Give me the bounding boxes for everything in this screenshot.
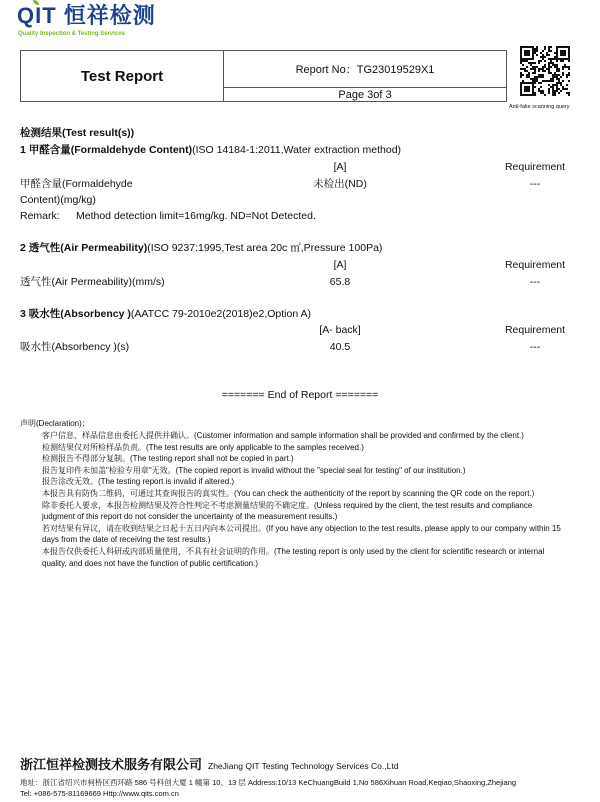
row-label: 吸水性(Absorbency )(s) (20, 341, 130, 353)
remark-label: Remark: (20, 210, 60, 222)
qr-code-icon[interactable] (520, 45, 570, 97)
section-title-bold: 2 透气性(Air Permeability) (20, 242, 148, 254)
declaration-title: 声明(Declaration)： (20, 419, 90, 428)
declaration-item: 检测报告不得部分复制。(The testing report shall not be copied in part.) (42, 454, 294, 464)
remark-text: Method detection limit=16mg/kg. ND=Not Detected. (76, 210, 316, 222)
qr-caption: Anti-fake scanning query (509, 104, 570, 110)
report-title: Test Report (21, 51, 224, 101)
column-header: [A- back] (319, 324, 361, 336)
results-heading: 检测结果(Test result(s)) (20, 127, 135, 139)
declaration-item: 报告涂改无效。(The testing report is invalid if altered.) (42, 477, 235, 487)
declaration-item: 检测结果仅对所检样品负责。(The test results are only applicable to the samples received.) (42, 442, 364, 452)
requirement-header: Requirement (504, 259, 566, 271)
footer-contact (20, 777, 516, 799)
section-title-bold: 3 吸水性(Absorbency ) (20, 308, 131, 320)
declaration-item: quality, and does not have the function of public certification.) (42, 558, 258, 568)
result-value: 65.8 (329, 276, 351, 288)
result-value: 未检出(ND) (313, 178, 367, 190)
requirement-header: Requirement (504, 324, 566, 336)
logo-tagline: Quality Inspection & Testing Services (18, 31, 125, 37)
page-number: Page 3of 3 (338, 88, 392, 101)
requirement-value: --- (529, 341, 541, 353)
declaration-list (42, 430, 561, 569)
report-number: Report No：TG23019529X1 (224, 51, 506, 88)
company-name-en: ZheJiang QIT Testing Technology Services Co.,Ltd (208, 761, 399, 771)
requirement-header: Requirement (504, 161, 566, 173)
declaration-item: 除非委托人要求，本报告检测结果及符合性判定不考虑测量结果的不确定度。(Unless required by the client, the test results and compliance (42, 500, 533, 510)
section-title (20, 144, 401, 157)
requirement-value: --- (529, 178, 541, 190)
result-value: 40.5 (329, 341, 351, 353)
end-of-report: ======= End of Report ======= (221, 389, 379, 401)
declaration-item: 本报告具有防伪二维码，可通过其查询报告的真实性。(You can check the authenticity of the report by scanning the QR code on the report.) (42, 488, 535, 498)
section-method: (ISO 14184-1:2011,Water extraction method) (192, 144, 402, 156)
declaration-item: 若对结果有异议，请在收到结果之日起十五日内向本公司提出。(If you have any objection to the test results, please apply to our company within 15 (42, 523, 561, 533)
column-header: [A] (333, 161, 347, 173)
row-label: 甲醛含量(Formaldehyde (20, 178, 133, 190)
declaration-item: 客户信息、样品信息由委托人提供并确认。(Customer information and sample information shall be provided and confirmed by the client.) (42, 431, 524, 440)
row-label-cont: Content)(mg/kg) (20, 194, 96, 206)
section-method: (ISO 9237:1995,Test area 20c ㎡,Pressure 100Pa) (147, 242, 383, 254)
footer-tel: Tel: +086-575-81169669 Http://www.qits.com.cn (20, 789, 179, 798)
declaration-item: judgment of this report do not consider the uncertainty of the measurement results.) (42, 512, 338, 522)
column-header: [A] (333, 259, 347, 271)
declaration-item: 本报告仅供委托人科研或内部质量使用，不具有社会证明的作用。(The testing report is only used by the client for scientific research or internal (42, 546, 545, 556)
report-header-table (20, 50, 507, 102)
declaration-item: days from the date of receiving the test results.) (42, 535, 211, 545)
footer-company (20, 757, 398, 775)
requirement-value: --- (529, 276, 541, 288)
logo: QIT 恒祥检测 (17, 3, 156, 28)
section-title (20, 242, 382, 255)
section-title (20, 308, 311, 321)
company-name-cn: 浙江恒祥检测技术服务有限公司 (20, 758, 203, 773)
section-method: (AATCC 79-2010e2(2018)e2,Option A) (130, 308, 312, 320)
declaration-item: 报告复印件未加盖"检验专用章"无效。(The copied report is invalid without the "special seal for testing" of our institution.) (42, 465, 466, 475)
footer-address: 地址：浙江省绍兴市柯桥区西环路 586 号科创大厦 1 幢第 10、13 层 Address:10/13 KeChuangBuild 1,No 586Xihuan Road,Keqiao,Shaoxing,Zhejiang (20, 778, 517, 787)
row-label: 透气性(Air Permeability)(mm/s) (20, 276, 165, 288)
section-title-bold: 1 甲醛含量(Formaldehyde Content) (20, 144, 193, 156)
